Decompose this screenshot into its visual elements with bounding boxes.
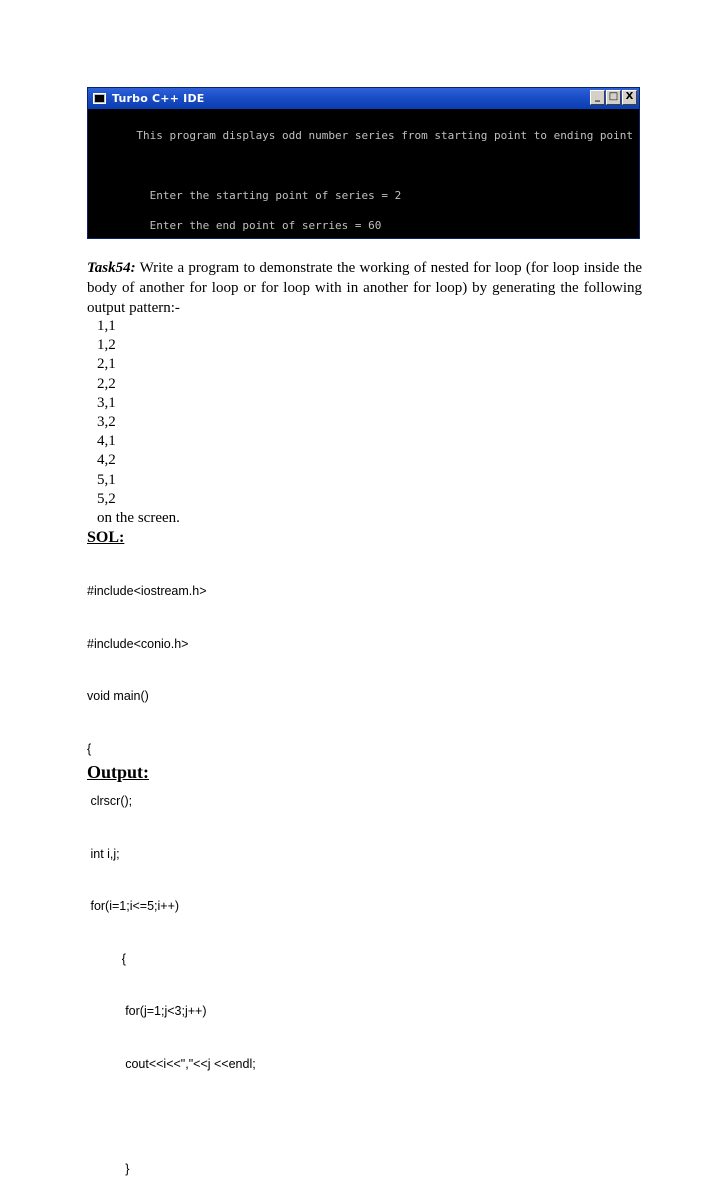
code-line: for(j=1;j<3;j++) [87,1004,207,1018]
window-controls [590,90,637,105]
task-text: Write a program to demonstrate the working of nested for loop (for loop inside the body of another for loop or for loop with in another for loop) by generating the following output pattern:- [87,260,642,316]
pattern-line: 1,1 [97,318,116,334]
console-line: This program displays odd number series from starting point to ending point [90,129,634,142]
task-label: Task54: [87,260,136,276]
pattern-line: 4,2 [97,452,116,469]
solution-heading: SOL: [87,529,125,546]
code-line [87,1108,256,1126]
output-heading: Output: [87,762,150,782]
console-line: Enter the starting point of series = 2 [90,189,402,202]
pattern-line: 2,2 [97,375,116,392]
code-line: cout<<i<<","<<j <<endl; [87,1056,256,1071]
console-line: Enter the end point of serries = 60 [90,219,382,232]
minimize-button[interactable]: _ [590,90,605,105]
code-line: { [87,951,126,966]
code-line: #include<iostream.h> [87,584,207,598]
code-line: #include<conio.h> [87,636,189,651]
code-line: for(i=1;i<=5;i++) [87,899,180,913]
pattern-line: 3,2 [97,414,116,431]
code-line: } [87,1161,130,1176]
window-titlebar[interactable] [88,88,639,109]
console-app-icon [93,93,106,104]
code-line: void main() [87,689,149,703]
code-line: { [87,741,92,756]
code-line: clrscr(); [87,794,133,808]
console-output [90,111,637,236]
turbo-cpp-window [87,87,640,239]
output-pattern [97,317,180,528]
code-line: int i,j; [87,846,120,861]
pattern-line: 3,1 [97,394,116,411]
pattern-line: 4,1 [97,433,116,450]
pattern-line: 2,1 [97,356,116,373]
source-code [87,548,256,1196]
pattern-line: 5,1 [97,471,116,488]
maximize-button[interactable]: □ [606,90,621,105]
pattern-line: on the screen. [97,510,180,527]
pattern-line: 5,2 [97,490,116,507]
window-title: Turbo C++ IDE [112,92,205,105]
close-button[interactable]: X [622,90,637,105]
console-line [90,161,637,171]
pattern-line: 1,2 [97,337,116,354]
task-description [87,258,642,318]
